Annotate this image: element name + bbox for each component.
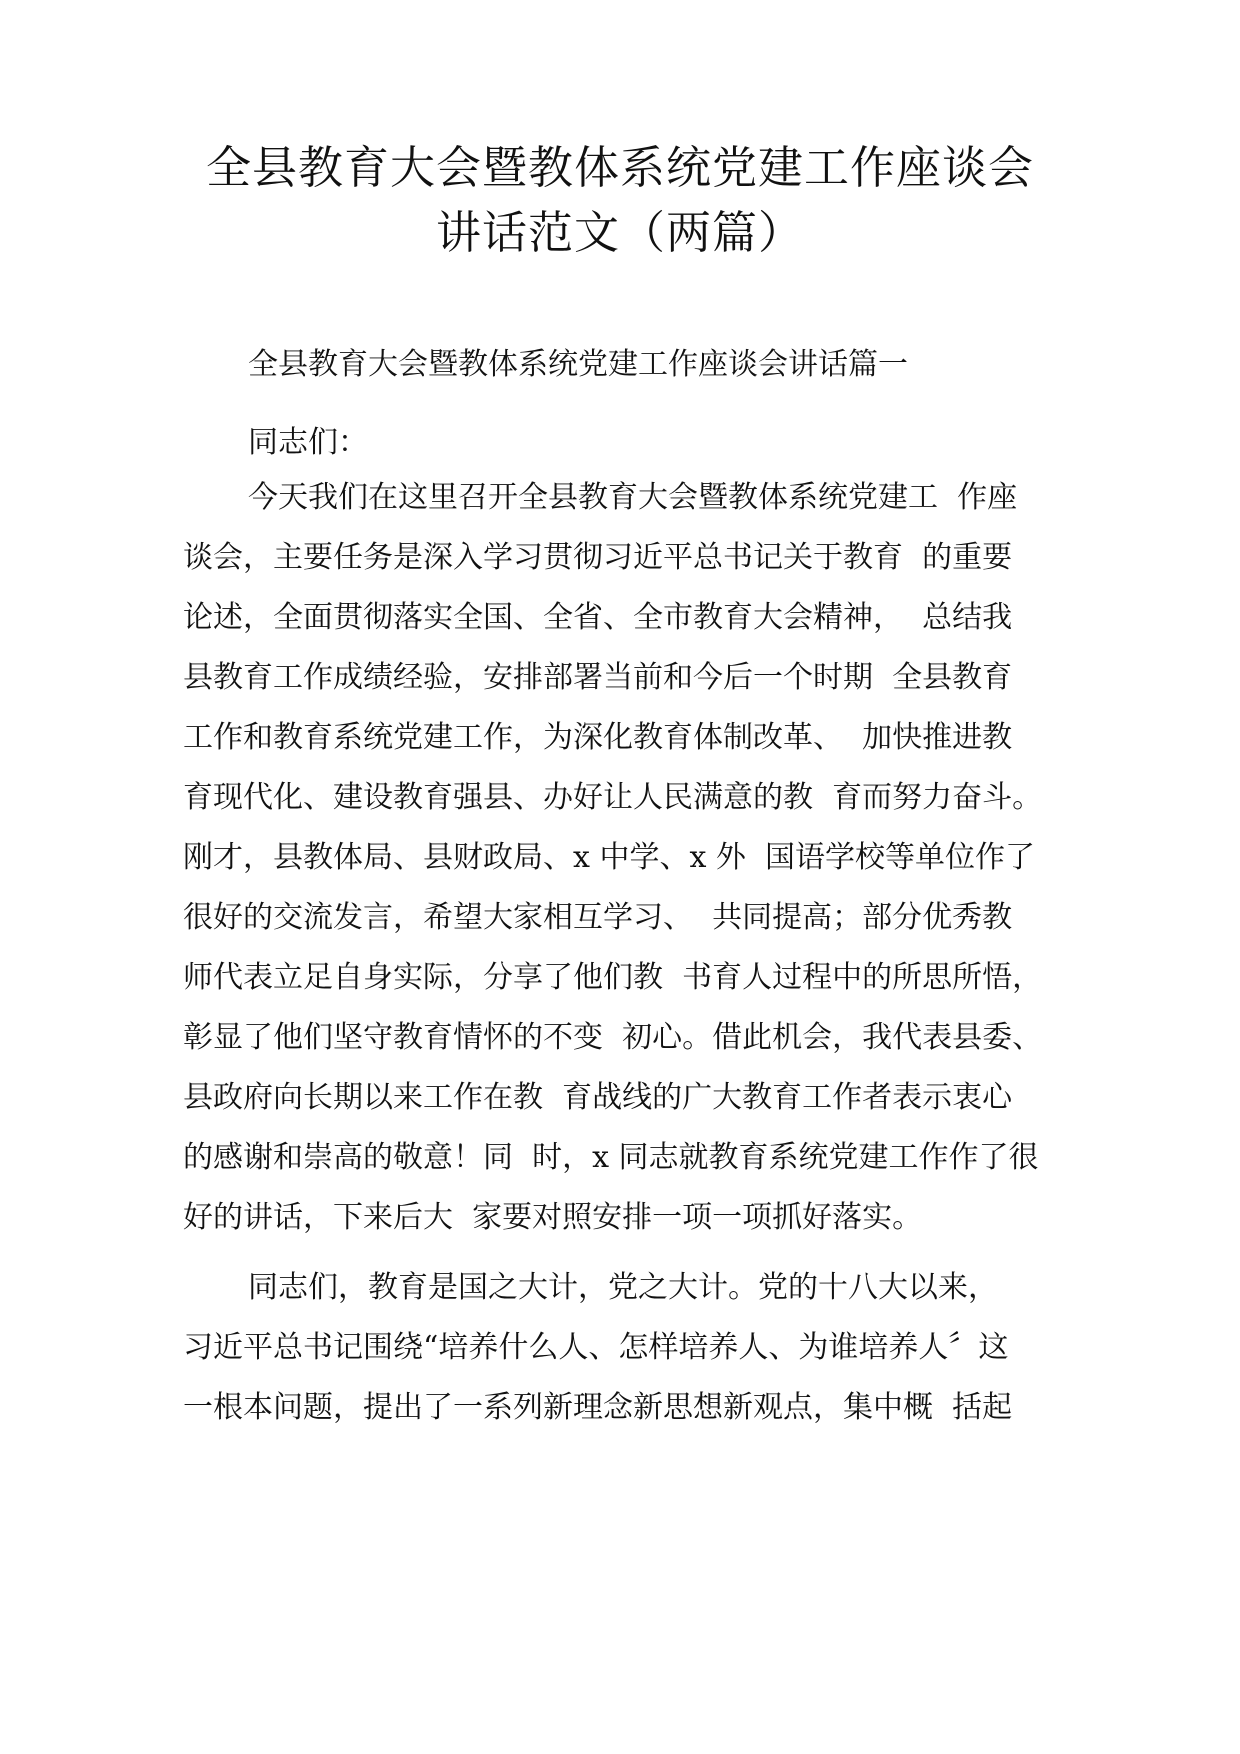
paragraph-line: 县教育工作成绩经验，安排部署当前和今后一个时期 全县教育 — [183, 660, 1013, 695]
paragraph-line: 彰显了他们坚守教育情怀的不变 初心。借此机会，我代表县委、 — [183, 1020, 1043, 1055]
paragraph-line: 工作和教育系统党建工作，为深化教育体制改革、 加快推进教 — [183, 720, 1013, 755]
paragraph-line: 习近平总书记围绕“培养什么人、怎样培养人、为谁培养人〞这 — [183, 1330, 1009, 1365]
paragraph-line: 县政府向长期以来工作在教 育战线的广大教育工作者表示衷心 — [183, 1080, 1013, 1115]
paragraph-line: 谈会，主要任务是深入学习贯彻习近平总书记关于教育 的重要 — [183, 540, 1013, 575]
paragraph-line: 好的讲话，下来后大 家要对照安排一项一项抓好落实。 — [183, 1200, 923, 1235]
paragraph-line: 很好的交流发言，希望大家相互学习、 共同提高；部分优秀教 — [183, 900, 1013, 935]
paragraph-line: 师代表立足自身实际，分享了他们教 书育人过程中的所思所悟， — [183, 960, 1043, 995]
section-heading: 全县教育大会暨教体系统党建工作座谈会讲话篇一 — [248, 347, 908, 382]
paragraph-line: 刚才，县教体局、县财政局、x 中学、x 外 国语学校等单位作了 — [183, 840, 1035, 875]
paragraph-line: 同志们，教育是国之大计，党之大计。党的十八大以来， — [248, 1270, 998, 1305]
paragraph-line: 今天我们在这里召开全县教育大会暨教体系统党建工 作座 — [248, 480, 1018, 515]
paragraph-line: 育现代化、建设教育强县、办好让人民满意的教 育而努力奋斗。 — [183, 780, 1043, 815]
paragraph-line: 论述，全面贯彻落实全国、全省、全市教育大会精神， 总结我 — [183, 600, 1013, 635]
paragraph-line: 一根本问题，提出了一系列新理念新思想新观点，集中概 括起 — [183, 1390, 1013, 1425]
document-title-line-2: 讲话范文（两篇） — [435, 206, 804, 259]
paragraph-line: 的感谢和崇高的敬意！同 时，x 同志就教育系统党建工作作了很 — [183, 1140, 1039, 1175]
document-title-line-1: 全县教育大会暨教体系统党建工作座谈会 — [205, 141, 1034, 194]
salutation: 同志们： — [248, 425, 368, 460]
